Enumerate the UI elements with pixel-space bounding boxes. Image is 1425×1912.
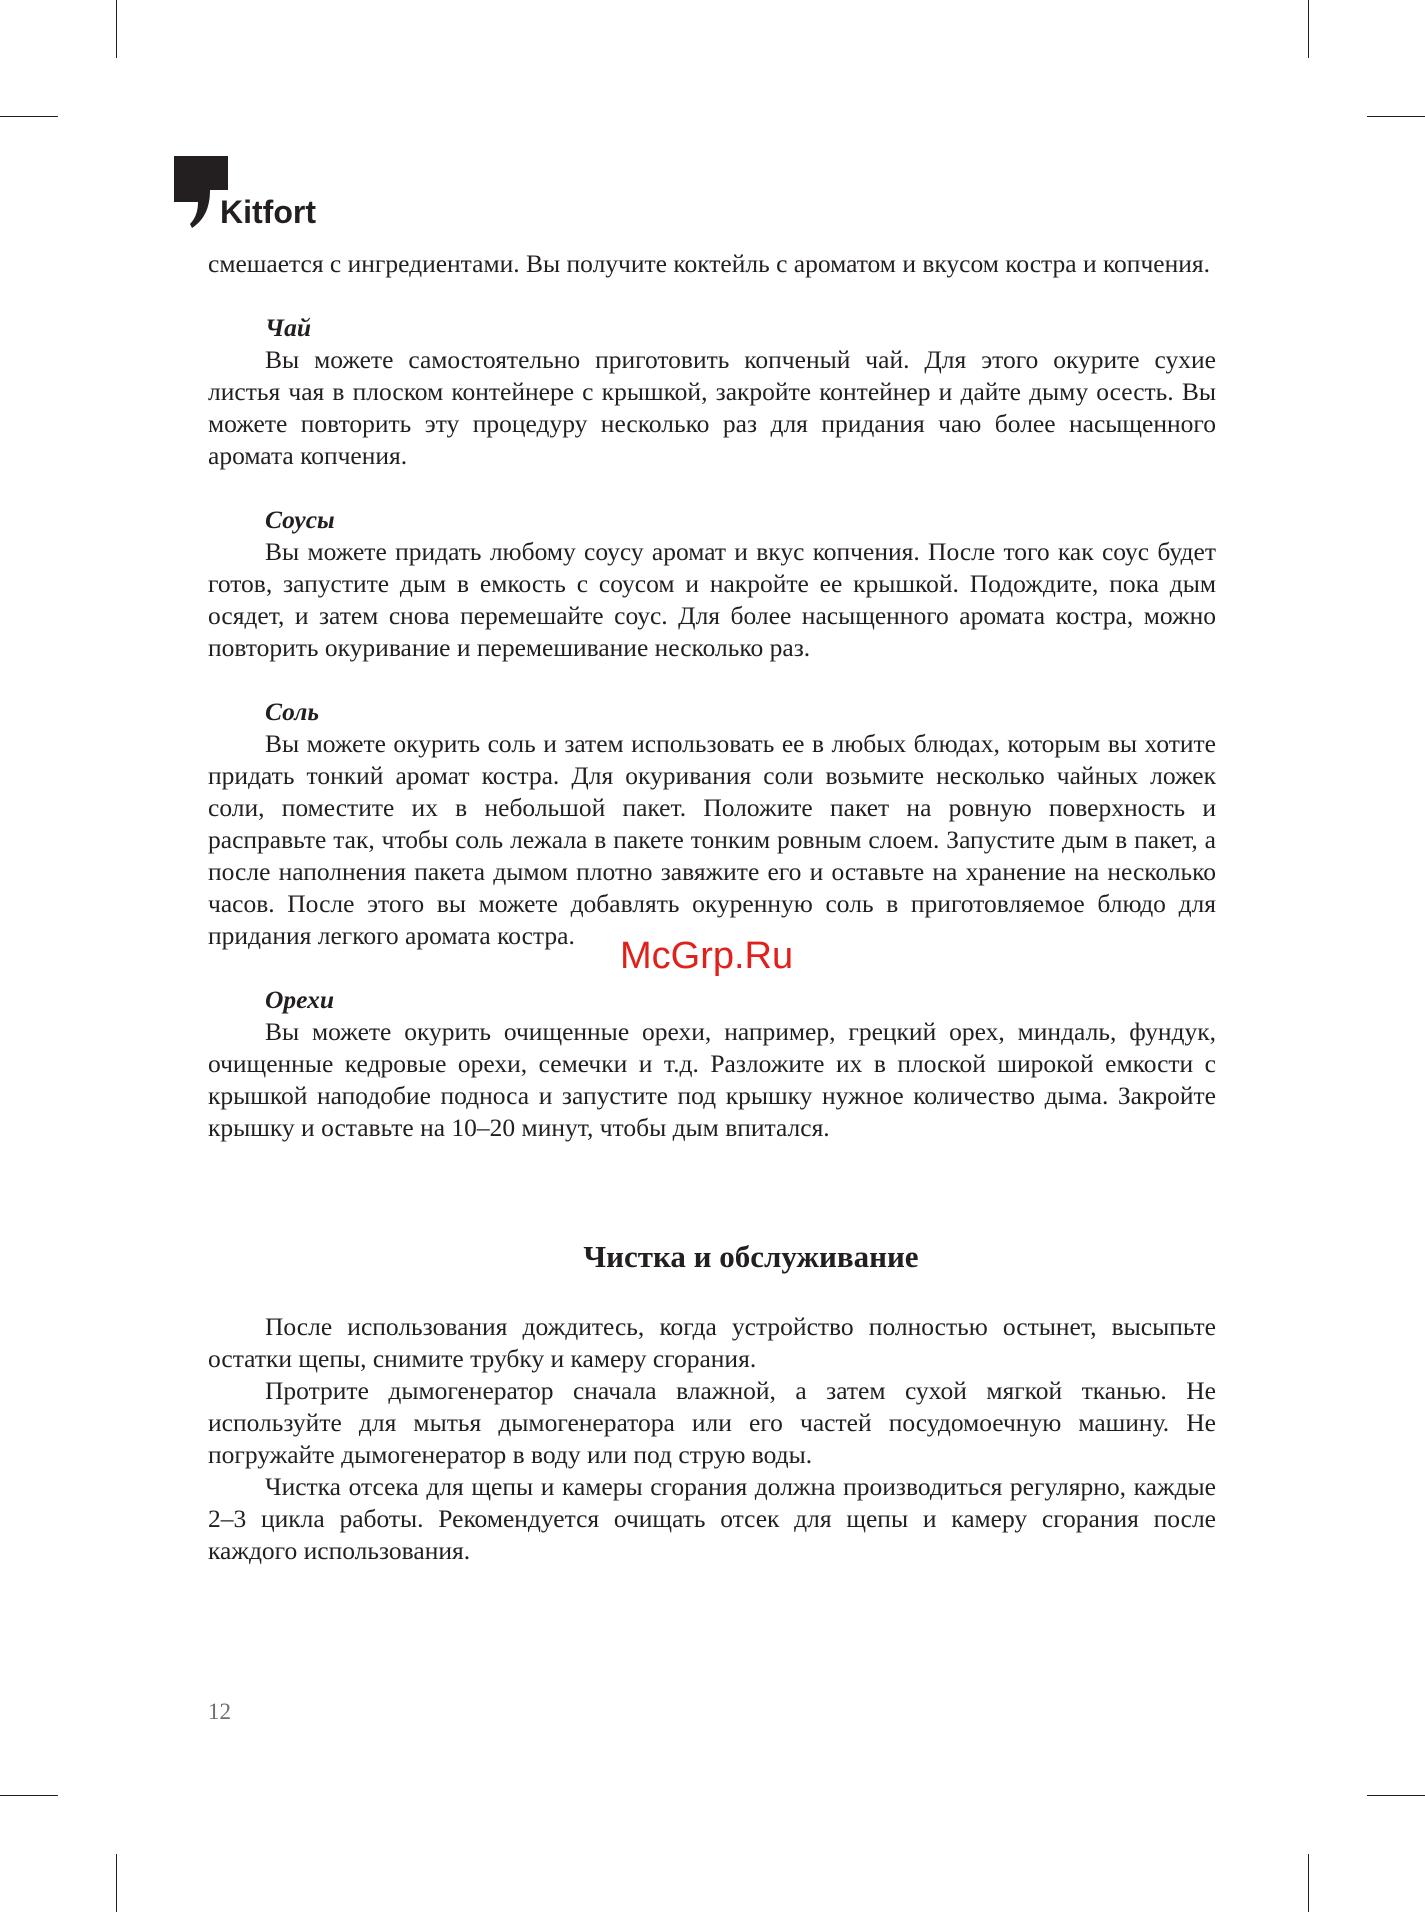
page-number: 12 <box>208 1699 231 1724</box>
section-text-sauces: Вы можете придать любому соусу аромат и вкус копчения. После того как соус будет готов, запустите дым в емкость с соусом и накройте ее крышкой. Подождите, пока дым осядет, и затем снова перемешайте соус. Для более насыщенного аромата костра, можно повторить окуривание и перемешивание несколько раз. <box>208 537 1216 662</box>
section-text-salt: Вы можете окурить соль и затем использовать ее в любых блюдах, которым вы хотите придать тонкий аромат костра. Для окуривания соли возьмите несколько чайных ложек соли, поместите их в небольшой пакет. Положите пакет на ровную поверхность и расправьте так, чтобы соль лежала в пакете тонким ровным слоем. Запустите дым в пакет, а после наполнения пакета дымом плотно завяжите его и оставьте на хранение на несколько часов. После этого вы можете добавлять окуренную соль в приготовляемое блюдо для придания легкого аромата костра. <box>208 729 1216 950</box>
document-body <box>208 248 1216 1567</box>
crop-mark <box>1367 116 1425 117</box>
section-text-tea: Вы можете самостоятельно приготовить копченый чай. Для этого окурите сухие листья чая в плоском контейнере с крышкой, закройте контейнер и дайте дыму осесть. Вы можете повторить эту процедуру несколько раз для придания чаю более насыщенного аромата копчения. <box>208 345 1216 470</box>
section-heading-salt: Соль <box>265 697 320 726</box>
crop-mark <box>1308 1854 1309 1912</box>
watermark: McGrp.Ru <box>620 935 794 977</box>
section-heading-sauces: Соусы <box>265 505 335 534</box>
section-heading-tea: Чай <box>265 313 312 342</box>
section-text-nuts: Вы можете окурить очищенные орехи, например, грецкий орех, миндаль, фундук, очищенные кедровые орехи, семечки и т.д. Разложите их в плоской широкой емкости с крышкой наподобие подноса и запустите под крышку нужное количество дыма. Закройте крышку и оставьте на 10–20 минут, чтобы дым впитался. <box>208 1017 1216 1142</box>
section-heading-nuts: Орехи <box>265 985 335 1014</box>
brand-logo <box>174 156 334 236</box>
intro-paragraph: смешается с ингредиентами. Вы получите коктейль с ароматом и вкусом костра и копчения. <box>208 249 1210 278</box>
crop-mark <box>116 0 117 58</box>
cleaning-paragraph: После использования дождитесь, когда устройство полностью остынет, высыпьте остатки щепы, снимите трубку и камеру сгорания. <box>208 1312 1216 1373</box>
crop-mark <box>0 1795 58 1796</box>
crop-mark <box>0 116 58 117</box>
crop-mark <box>116 1854 117 1912</box>
crop-mark <box>1367 1795 1425 1796</box>
cleaning-title: Чистка и обслуживание <box>583 1239 919 1274</box>
cleaning-paragraph: Протрите дымогенератор сначала влажной, а затем сухой мягкой тканью. Не используйте для мытья дымогенератора или его частей посудомоечную машину. Не погружайте дымогенератор в воду или под струю воды. <box>208 1376 1216 1469</box>
crop-mark <box>1308 0 1309 58</box>
brand-name: Kitfort <box>220 194 316 230</box>
cleaning-paragraph: Чистка отсека для щепы и камеры сгорания должна производиться регулярно, каждые 2–3 цикла работы. Рекомендуется очищать отсек для щепы и камеру сгорания после каждого использования. <box>208 1472 1216 1565</box>
